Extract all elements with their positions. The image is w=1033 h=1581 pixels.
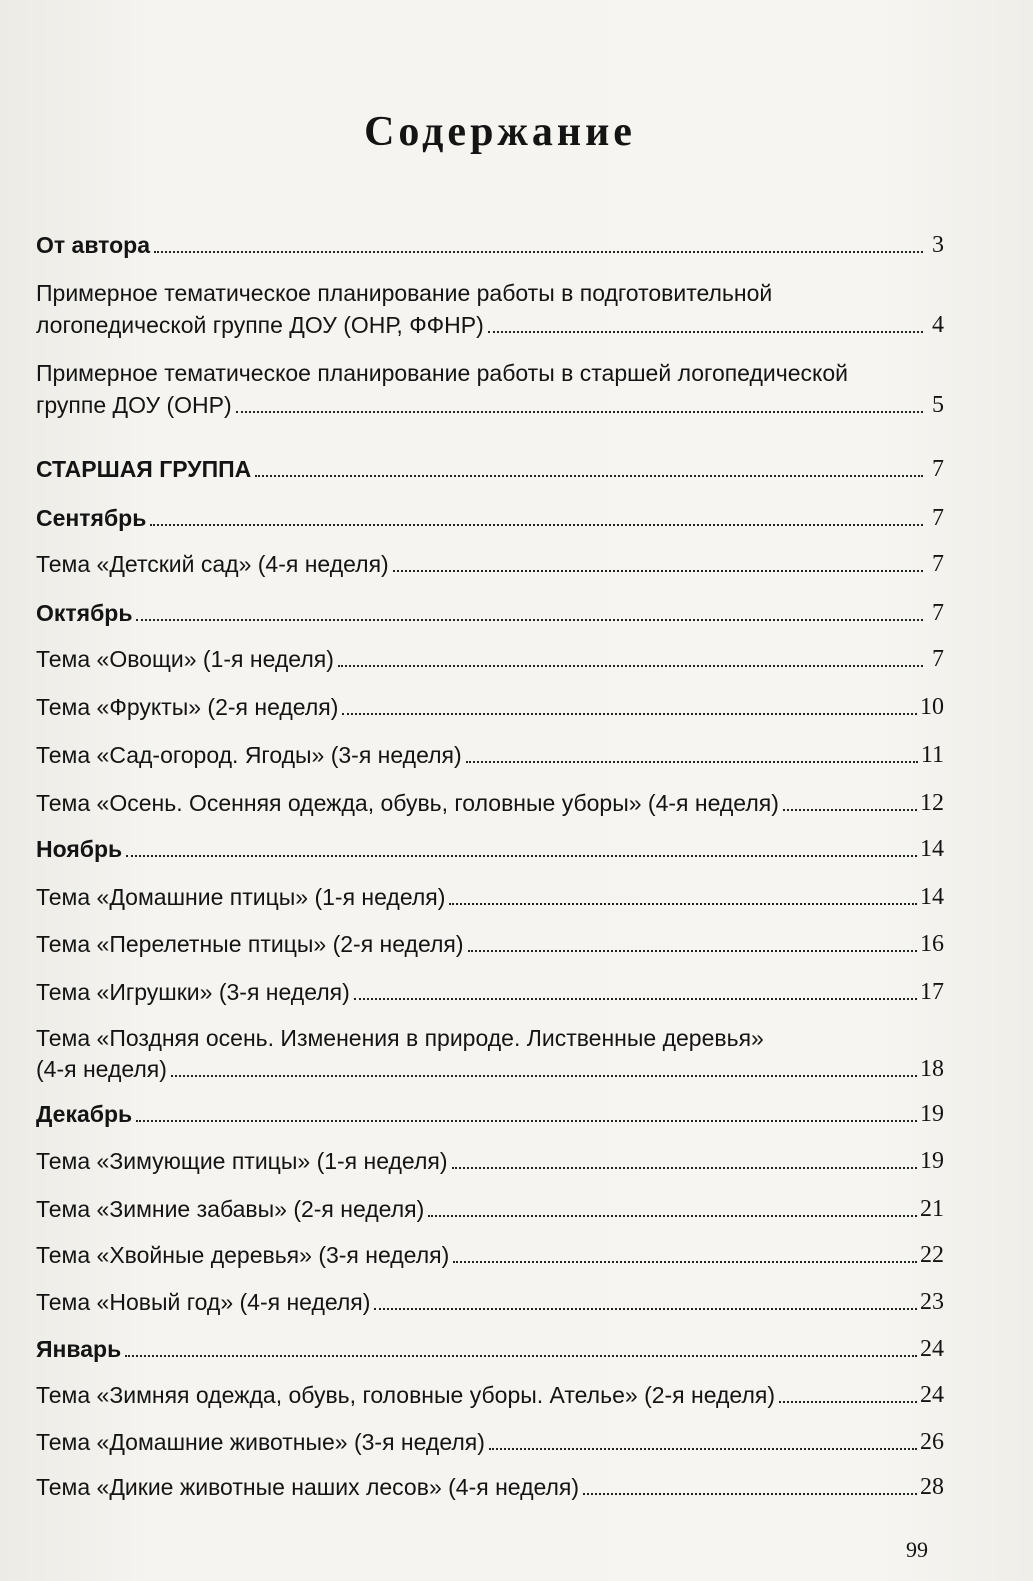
toc-entry — [36, 788, 944, 818]
toc-entry-label: Тема «Игрушки» (3-я неделя) — [36, 979, 350, 1005]
toc-entry-label: Тема «Осень. Осенняя одежда, обувь, головные уборы» (4-я неделя) — [36, 790, 779, 816]
toc-entry-label: Тема «Новый год» (4-я неделя) — [36, 1289, 371, 1315]
dot-leader — [125, 1355, 917, 1357]
dot-leader — [150, 524, 923, 526]
dot-leader — [154, 251, 923, 253]
toc-entry-page: 10 — [920, 694, 944, 720]
toc-entry-page: 28 — [920, 1474, 944, 1500]
toc-entry — [36, 1427, 944, 1457]
toc-entry-page: 7 — [932, 505, 944, 531]
toc-entry-page: 7 — [932, 600, 944, 626]
dot-leader — [136, 1120, 917, 1122]
dot-leader — [779, 1401, 917, 1403]
toc-entry-label: Декабрь — [36, 1101, 133, 1127]
dot-leader — [466, 761, 918, 763]
toc-entry-label: Тема «Сад-огород. Ягоды» (3-я неделя) — [36, 742, 462, 768]
dot-leader — [488, 331, 923, 333]
toc-entry-page: 18 — [920, 1056, 944, 1082]
dot-leader — [374, 1308, 917, 1310]
page-title: Содержание — [364, 109, 636, 155]
toc-entry-page: 12 — [920, 790, 944, 816]
toc-entry-page: 16 — [920, 931, 944, 957]
toc-entry-label: Тема «Домашние птицы» (1-я неделя) — [36, 884, 446, 910]
toc-entry-page: 19 — [920, 1148, 944, 1174]
toc-entry — [36, 1054, 944, 1084]
toc-entry-page: 4 — [932, 312, 944, 338]
toc-section — [36, 454, 944, 484]
dot-leader — [468, 950, 917, 952]
toc-entry — [36, 1194, 944, 1224]
toc-entry-page: 3 — [932, 232, 944, 258]
toc-entry-label: Тема «Детский сад» (4-я неделя) — [36, 551, 389, 577]
toc-entry-label: От автора — [36, 232, 151, 258]
toc-entry-label: Тема «Дикие животные наших лесов» (4-я неделя) — [36, 1474, 580, 1500]
dot-leader — [255, 475, 923, 477]
toc-month — [36, 598, 944, 628]
toc-entry — [36, 1287, 944, 1317]
toc-entry-page: 7 — [932, 456, 944, 482]
dot-leader — [136, 619, 923, 621]
toc-month — [36, 503, 944, 533]
toc-entry-label: Сентябрь — [36, 505, 147, 531]
toc-entry — [36, 230, 944, 260]
dot-leader — [354, 998, 917, 1000]
toc-entry-label: Тема «Зимующие птицы» (1-я неделя) — [36, 1148, 448, 1174]
toc-month — [36, 834, 944, 864]
toc-entry — [36, 1240, 944, 1270]
dot-leader — [489, 1448, 917, 1450]
toc-entry-page: 11 — [920, 742, 944, 768]
toc-entry-label: Ноябрь — [36, 836, 123, 862]
dot-leader — [342, 713, 917, 715]
dot-leader — [171, 1075, 917, 1077]
toc-entry-label: Тема «Перелетные птицы» (2-я неделя) — [36, 931, 464, 957]
dot-leader — [236, 411, 923, 413]
toc-entry-page: 24 — [920, 1382, 944, 1408]
toc-entry-first-line: Тема «Поздняя осень. Изменения в природе. Лиственные деревья» — [36, 1025, 764, 1051]
toc-entry-label: Тема «Фрукты» (2-я неделя) — [36, 694, 339, 720]
toc-entry-label: Тема «Зимняя одежда, обувь, головные уборы. Ателье» (2-я неделя) — [36, 1382, 775, 1408]
toc-entry-label: СТАРШАЯ ГРУППА — [36, 456, 252, 482]
toc-entry-page: 23 — [920, 1289, 944, 1315]
toc-entry-label: Январь — [36, 1336, 122, 1362]
toc-entry — [36, 692, 944, 722]
toc-entry-page: 17 — [920, 979, 944, 1005]
toc-entry-first-line: Примерное тематическое планирование работы в старшей логопедической — [36, 360, 848, 386]
toc-entry — [36, 1146, 944, 1176]
toc-entry-label: Тема «Зимние забавы» (2-я неделя) — [36, 1196, 425, 1222]
dot-leader — [449, 903, 917, 905]
dot-leader — [452, 1167, 918, 1169]
toc-entry — [36, 882, 944, 912]
toc-entry — [36, 549, 944, 579]
toc-entry — [36, 1472, 944, 1502]
toc-entry-page: 7 — [932, 646, 944, 672]
toc-entry — [36, 390, 944, 420]
dot-leader — [393, 570, 923, 572]
page-number: 99 — [906, 1537, 928, 1562]
toc-entry-label: Тема «Хвойные деревья» (3-я неделя) — [36, 1242, 450, 1268]
dot-leader — [428, 1215, 917, 1217]
toc-entry — [36, 929, 944, 959]
dot-leader — [783, 809, 917, 811]
dot-leader — [126, 855, 917, 857]
toc-entry-page: 14 — [920, 884, 944, 910]
dot-leader — [583, 1493, 917, 1495]
toc-entry-page: 26 — [920, 1429, 944, 1455]
toc-entry-first-line: Примерное тематическое планирование работы в подготовительной — [36, 280, 773, 306]
toc-entry-page: 22 — [920, 1242, 944, 1268]
toc-entry-page: 14 — [920, 836, 944, 862]
dot-leader — [338, 665, 923, 667]
toc-entry-label: группе ДОУ (ОНР) — [36, 392, 232, 418]
toc-month — [36, 1334, 944, 1364]
toc-entry — [36, 1380, 944, 1410]
toc-entry — [36, 310, 944, 340]
toc-entry-label: Тема «Овощи» (1-я неделя) — [36, 646, 334, 672]
toc-entry-page: 7 — [932, 551, 944, 577]
toc-entry-label: Тема «Домашние животные» (3-я неделя) — [36, 1429, 485, 1455]
toc-entry-page: 24 — [920, 1336, 944, 1362]
toc-entry-page: 21 — [920, 1196, 944, 1222]
toc-entry — [36, 977, 944, 1007]
toc-entry — [36, 644, 944, 674]
toc-entry-page: 5 — [932, 392, 944, 418]
toc-entry-page: 19 — [920, 1101, 944, 1127]
toc-entry-label: Октябрь — [36, 600, 133, 626]
toc-entry-label: логопедической группе ДОУ (ОНР, ФФНР) — [36, 312, 484, 338]
toc-entry-label: (4-я неделя) — [36, 1056, 167, 1082]
dot-leader — [453, 1261, 917, 1263]
toc-month — [36, 1099, 944, 1129]
toc-entry — [36, 740, 944, 770]
